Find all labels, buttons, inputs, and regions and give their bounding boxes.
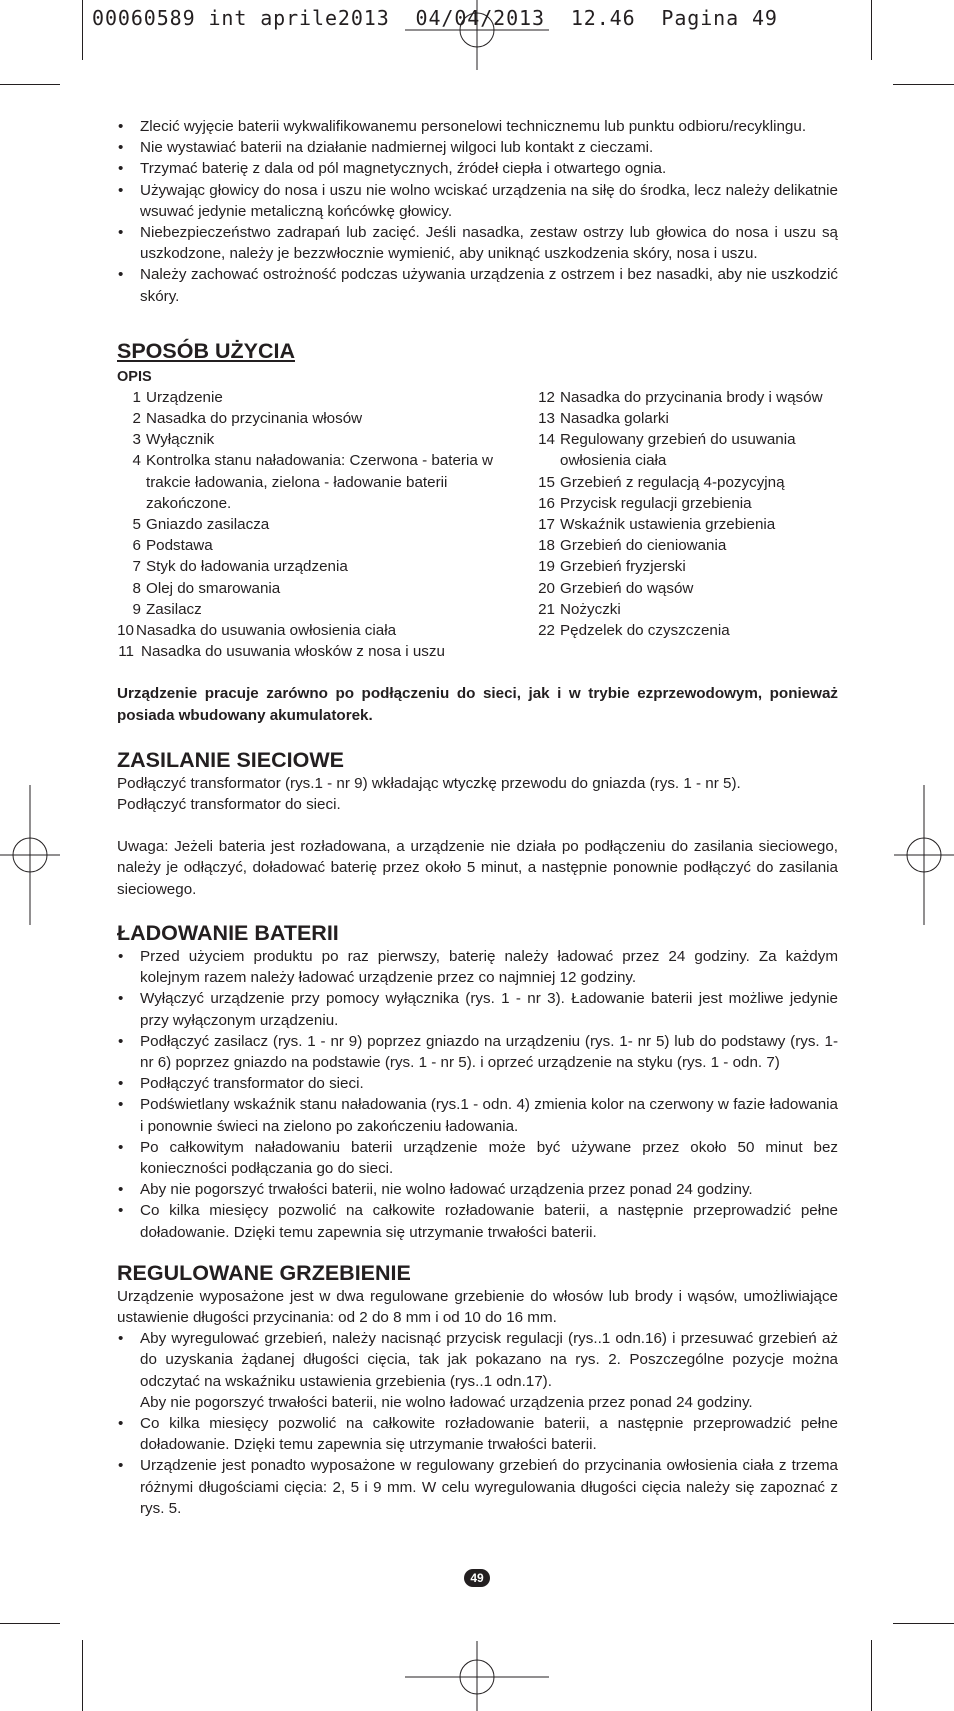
mains-paragraph-line: Podłączyć transformator (rys.1 - nr 9) wkładając wtyczkę przewodu do gniazda (rys. 1 - nr 5).: [117, 774, 741, 792]
list-item: 8 Olej do smarowania: [132, 579, 281, 597]
crop-mark: [0, 1623, 60, 1624]
charging-list: [117, 946, 838, 1243]
list-item: • Używając głowicy do nosa i uszu nie wolno wciskać urządzenia na siłę do środka, lecz należy delikatnie wsuwać jedynie metaliczną końcówkę głowicy.: [117, 180, 838, 222]
list-item: • Wyłączyć urządzenie przy pomocy wyłącznika (rys. 1 - nr 3). Ładowanie baterii jest możliwe jedynie przy wyłączonym urządzeniu.: [117, 988, 838, 1030]
list-item: • Po całkowitym naładowaniu baterii urządzenie może być używane przez około 50 minut bez konieczności podłączania go do sieci.: [117, 1137, 838, 1179]
parts-list-right: [531, 387, 838, 663]
list-item: 16 Przycisk regulacji grzebienia: [538, 494, 752, 512]
section-title-charging: ŁADOWANIE BATERII: [117, 920, 339, 945]
list-item: 1 Urządzenie: [132, 388, 223, 406]
list-item: 13 Nasadka golarki: [538, 410, 669, 428]
registration-mark-icon: [405, 1641, 549, 1711]
mains-warning: Uwaga: Jeżeli bateria jest rozładowana, a urządzenie nie działa po podłączeniu do zasilania sieciowego, należy je odłączyć, doładować baterię przez około 5 minut, a następnie ponownie podłączyć do zasilania sieciowego.: [117, 838, 838, 898]
intro-list: [117, 116, 838, 307]
crop-mark: [82, 1640, 83, 1711]
list-item: 21 Nożyczki: [538, 600, 621, 618]
crop-mark: [871, 0, 872, 60]
comb-intro: Urządzenie wyposażone jest w dwa regulowane grzebienie do włosów lub brody i wąsów, umożliwiające ustawienie długości przycinania: od 2 do 8 mm i od 10 do 16 mm.: [117, 1287, 838, 1326]
list-item: • Należy zachować ostrożność podczas używania urządzenia z ostrzem i bez nasadki, aby nie uszkodzić skóry.: [117, 264, 838, 306]
list-item: 7 Styk do ładowania urządzenia: [132, 558, 348, 576]
parts-list-left: [117, 387, 531, 663]
list-item: 12 Nasadka do przycinania brody i wąsów: [538, 388, 823, 406]
comb-list-continued: [117, 1413, 838, 1519]
list-item: 5 Gniazdo zasilacza: [132, 516, 270, 534]
list-item: • Podłączyć zasilacz (rys. 1 - nr 9) poprzez gniazdo na urządzeniu (rys. 1- nr 5) lub do podstawy (rys. 1-nr 6) poprzez gniazdo na podstawie (rys. 1 - nr 5). i oprzeć urządzenie na styku (rys. 1 - odn. 7): [117, 1031, 838, 1073]
list-item: 11 Nasadka do usuwania włosków z nosa i uszu: [118, 643, 445, 661]
list-item: 20 Grzebień do wąsów: [538, 579, 694, 597]
list-item: • Aby wyregulować grzebień, należy nacisnąć przycisk regulacji (rys..1 odn.16) i przesuwać grzebień aż do uzyskania żądanej długości cięcia, tak jak pokazano na rys. 2. Poszczególne pozycje można odczytać na wskaźniku ustawienia grzebienia (rys..1 odn.17).: [117, 1328, 838, 1392]
list-item: • Aby nie pogorszyć trwałości baterii, nie wolno ładować urządzenia przez ponad 24 godziny.: [117, 1179, 838, 1200]
list-item: 2 Nasadka do przycinania włosów: [132, 410, 363, 428]
section-title-comb: REGULOWANE GRZEBIENIE: [117, 1260, 411, 1285]
print-header: 00060589 int aprile2013 04/04/2013 12.46 Pagina 49: [92, 6, 778, 30]
crop-mark: [82, 0, 83, 60]
crop-mark: [893, 1623, 954, 1624]
list-item: 10 Nasadka do usuwania owłosienia ciała: [117, 622, 397, 640]
list-item: • Podświetlany wskaźnik stanu naładowania (rys.1 - odn. 4) zmienia kolor na czerwony w fazie ładowania i ponownie świeci na zielono po zakończeniu ładowania.: [117, 1094, 838, 1136]
power-note: Urządzenie pracuje zarówno po podłączeniu do sieci, jak i w trybie ezprzewodowym, ponieważ posiada wbudowany akumulatorek.: [117, 685, 838, 724]
list-item: • Przed użyciem produktu po raz pierwszy, baterię należy ładować przez 24 godziny. Za każdym kolejnym razem należy ładować urządzenie przez co najmniej 12 godziny.: [117, 946, 838, 988]
registration-mark-icon: [894, 785, 954, 925]
list-item: • Trzymać baterię z dala od pól magnetycznych, źródeł ciepła i otwartego ognia.: [117, 158, 838, 179]
list-item: 22 Pędzelek do czyszczenia: [538, 622, 730, 640]
subsection-title-description: OPIS: [117, 368, 152, 385]
list-item: • Nie wystawiać baterii na działanie nadmiernej wilgoci lub kontakt z cieczami.: [117, 137, 838, 158]
list-item: • Zlecić wyjęcie baterii wykwalifikowanemu personelowi technicznemu lub punktu odbioru/recyklingu.: [117, 116, 838, 137]
list-item: • Co kilka miesięcy pozwolić na całkowite rozładowanie baterii, a następnie przeprowadzić pełne doładowanie. Dzięki temu zapewnia się utrzymanie trwałości baterii.: [117, 1200, 838, 1242]
list-item: • Podłączyć transformator do sieci.: [117, 1073, 838, 1094]
page-number-badge: 49: [464, 1569, 490, 1587]
mains-paragraph-line: Podłączyć transformator do sieci.: [117, 796, 341, 814]
crop-mark: [871, 1640, 872, 1711]
comb-note: Aby nie pogorszyć trwałości baterii, nie wolno ładować urządzenia przez ponad 24 godziny.: [140, 1393, 753, 1411]
list-item: 6 Podstawa: [132, 537, 213, 555]
list-item: 17 Wskaźnik ustawienia grzebienia: [538, 516, 776, 534]
list-item: 19 Grzebień fryzjerski: [538, 558, 686, 576]
comb-list: [117, 1328, 838, 1392]
parts-list: [117, 387, 838, 663]
list-item: 15 Grzebień z regulacją 4-pozycyjną: [538, 473, 785, 491]
list-item: • Co kilka miesięcy pozwolić na całkowite rozładowanie baterii, a następnie przeprowadzić pełne doładowanie. Dzięki temu zapewnia się utrzymanie trwałości baterii.: [117, 1413, 838, 1455]
list-item: • Urządzenie jest ponadto wyposażone w regulowany grzebień do przycinania owłosienia ciała z trzema różnymi długościami cięcia: 2, 5 i 9 mm. W celu wyregulowania długości cięcia należy się zapoznać z rys. 5.: [117, 1455, 838, 1519]
list-item: 4 Kontrolka stanu naładowania: Czerwona - bateria w trakcie ładowania, zielona - ładowanie baterii zakończone.: [132, 452, 493, 512]
page-content: [117, 116, 838, 1519]
list-item: 9 Zasilacz: [132, 600, 202, 618]
list-item: 18 Grzebień do cieniowania: [538, 537, 727, 555]
list-item: 3 Wyłącznik: [132, 431, 215, 449]
crop-mark: [893, 84, 954, 85]
registration-mark-icon: [0, 785, 60, 925]
list-item: • Niebezpieczeństwo zadrapań lub zacięć. Jeśli nasadka, zestaw ostrzy lub głowica do nosa i uszu są uszkodzone, należy je bezzwłocznie wymienić, aby uniknąć uszkodzenia skóry, nosa i uszu.: [117, 222, 838, 264]
crop-mark: [0, 84, 60, 85]
list-item: 14 Regulowany grzebień do usuwania owłosienia ciała: [538, 431, 796, 470]
section-title-usage: SPOSÓB UŻYCIA: [117, 338, 295, 363]
section-title-mains: ZASILANIE SIECIOWE: [117, 747, 344, 772]
